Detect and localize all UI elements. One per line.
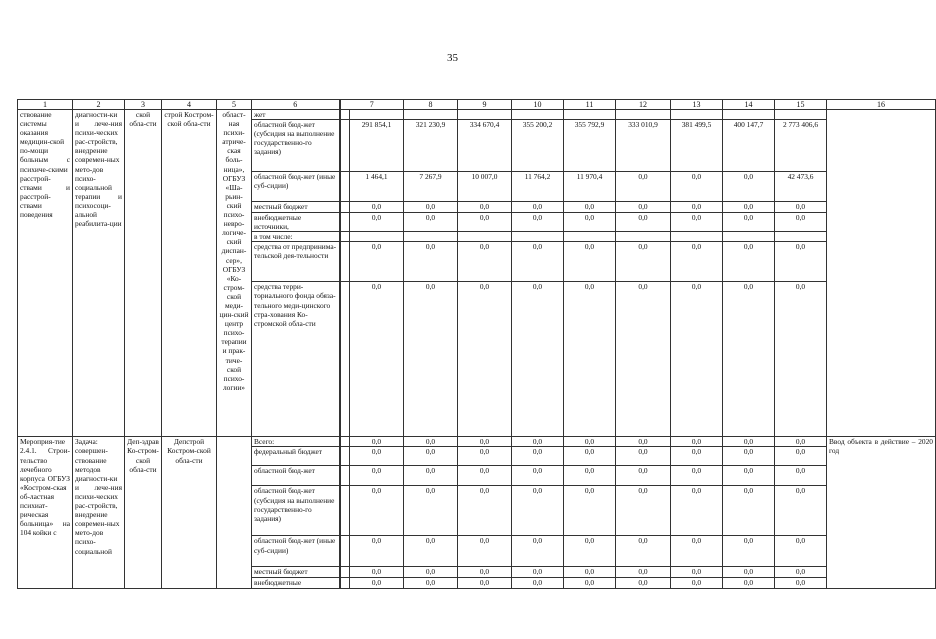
column-number-8: 8 (404, 100, 458, 110)
funding-source-label: жет (252, 110, 340, 120)
funding-value: 0,0 (404, 242, 458, 282)
funding-value: 0,0 (404, 578, 458, 589)
funding-value: 0,0 (512, 447, 564, 466)
funding-value: 0,0 (404, 536, 458, 567)
funding-value: 0,0 (775, 282, 827, 437)
funding-value: 0,0 (350, 202, 404, 213)
funding-value: 0,0 (564, 466, 616, 486)
funding-value (404, 232, 458, 242)
funding-value: 0,0 (723, 466, 775, 486)
funding-value (350, 232, 404, 242)
funding-value: 2 773 406,6 (775, 120, 827, 172)
column-number-6: 6 (252, 100, 340, 110)
funding-value: 355 200,2 (512, 120, 564, 172)
block1-row (18, 110, 936, 120)
funding-value (564, 232, 616, 242)
funding-value: 0,0 (723, 536, 775, 567)
responsible-executor-cell: Деп-здрав Ко-стром-ской обла-сти (125, 437, 162, 589)
funding-value: 0,0 (350, 447, 404, 466)
funding-value: 0,0 (458, 437, 512, 447)
funding-value: 0,0 (350, 466, 404, 486)
funding-value: 0,0 (512, 202, 564, 213)
funding-value: 291 854,1 (350, 120, 404, 172)
task-cell: диагности-ки и лече-ния психи-ческих рас-стройств, внедрение современ-ных мето-дов психо-социальной терапии и психосоци-альной реабилита-ции (73, 110, 125, 437)
funding-value (616, 232, 671, 242)
funding-value: 0,0 (775, 437, 827, 447)
funding-value: 11 970,4 (564, 172, 616, 202)
column-number-1: 1 (18, 100, 73, 110)
funding-value: 334 670,4 (458, 120, 512, 172)
funding-value: 0,0 (616, 242, 671, 282)
result-cell: Ввод объекта в действие – 2020 год (827, 437, 936, 589)
column-number-11: 11 (564, 100, 616, 110)
column-number-4: 4 (162, 100, 217, 110)
funding-value: 0,0 (564, 282, 616, 437)
funding-value: 0,0 (671, 578, 723, 589)
funding-value: 0,0 (404, 437, 458, 447)
funding-value: 0,0 (723, 213, 775, 232)
funding-value: 0,0 (671, 242, 723, 282)
funding-value: 0,0 (616, 466, 671, 486)
funding-value: 0,0 (458, 282, 512, 437)
funding-value: 0,0 (564, 447, 616, 466)
responsible-executor-cell: ской обла-сти (125, 110, 162, 437)
funding-source-label: в том числе: (252, 232, 340, 242)
funding-value (723, 232, 775, 242)
task-cell: Задача: совершен-ствование методов диагности-ки и лече-ния психи-ческих рас-стройств, внедрение современ-ных мето-дов психо-социальной (73, 437, 125, 589)
funding-value: 0,0 (350, 282, 404, 437)
funding-value: 0,0 (723, 447, 775, 466)
funding-value: 0,0 (671, 437, 723, 447)
funding-value: 0,0 (775, 202, 827, 213)
funding-value: 0,0 (775, 242, 827, 282)
funding-value: 0,0 (671, 282, 723, 437)
funding-value: 0,0 (458, 242, 512, 282)
funding-value: 400 147,7 (723, 120, 775, 172)
funding-value: 7 267,9 (404, 172, 458, 202)
funding-value: 0,0 (458, 447, 512, 466)
funding-value: 0,0 (564, 567, 616, 578)
funding-value: 333 010,9 (616, 120, 671, 172)
funding-value: 0,0 (564, 202, 616, 213)
spacer-cell (340, 110, 350, 120)
funding-value: 0,0 (458, 202, 512, 213)
funding-value (458, 232, 512, 242)
funding-value: 0,0 (616, 282, 671, 437)
column-number-5: 5 (217, 100, 252, 110)
funding-source-label: местный бюджет (252, 567, 340, 578)
spacer-cell (340, 202, 350, 213)
column-number-row (18, 100, 936, 110)
funding-value: 0,0 (350, 213, 404, 232)
funding-value: 0,0 (350, 578, 404, 589)
funding-value: 0,0 (671, 172, 723, 202)
funding-value: 0,0 (350, 536, 404, 567)
funding-source-label: областной бюд-жет (субсидия на выполнение государственно-го задания) (252, 120, 340, 172)
funding-value: 0,0 (775, 486, 827, 536)
co-executor-cell: строй Костром-ской обла-сти (162, 110, 217, 437)
column-number-10: 10 (512, 100, 564, 110)
funding-value: 0,0 (723, 486, 775, 536)
funding-value: 0,0 (616, 437, 671, 447)
spacer-cell (340, 213, 350, 232)
result-cell (827, 110, 936, 437)
spacer-cell (340, 242, 350, 282)
funding-value: 1 464,1 (350, 172, 404, 202)
spacer-cell (340, 172, 350, 202)
funding-value: 0,0 (671, 486, 723, 536)
funding-value: 0,0 (723, 282, 775, 437)
funding-value: 0,0 (671, 213, 723, 232)
funding-source-label: областной бюд-жет (иные суб-сидии) (252, 536, 340, 567)
funding-source-label: внебюджетные (252, 578, 340, 589)
funding-value: 0,0 (350, 242, 404, 282)
funding-source-label: областной бюд-жет (субсидия на выполнение государственно-го задания) (252, 486, 340, 536)
funding-source-label: федеральный бюджет (252, 447, 340, 466)
funding-source-label: Всего: (252, 437, 340, 447)
funding-value: 0,0 (458, 213, 512, 232)
funding-value (458, 110, 512, 120)
funding-value (512, 110, 564, 120)
funding-value (671, 110, 723, 120)
funding-source-label: областной бюд-жет (иные суб-сидии) (252, 172, 340, 202)
funding-value: 0,0 (616, 578, 671, 589)
spacer-cell (340, 282, 350, 437)
spacer-cell (340, 486, 350, 536)
funding-value: 0,0 (512, 242, 564, 282)
funding-value: 0,0 (723, 567, 775, 578)
funding-value: 0,0 (671, 536, 723, 567)
spacer-cell (340, 232, 350, 242)
co-executor-cell: Депстрой Костром-ской обла-сти (162, 437, 217, 589)
funding-value (564, 110, 616, 120)
column-number-12: 12 (616, 100, 671, 110)
funding-value (350, 110, 404, 120)
participants-cell: област-ная психи-атриче-ская боль-ница», ОГБУЗ «Ша-рьин-ский психо-невро-логиче-ский диспан-сер», ОГБУЗ «Ко-стром-ской меди-цин-ский центр психо-терапии и прак-тиче-ской психо-логии» (217, 110, 252, 437)
block2-row (18, 437, 936, 447)
funding-value: 0,0 (404, 567, 458, 578)
spacer-cell (340, 437, 350, 447)
funding-value: 0,0 (404, 213, 458, 232)
funding-value (512, 232, 564, 242)
funding-value (723, 110, 775, 120)
funding-value: 0,0 (564, 486, 616, 536)
funding-value: 0,0 (671, 447, 723, 466)
funding-value: 0,0 (775, 567, 827, 578)
funding-value: 0,0 (616, 536, 671, 567)
funding-value: 0,0 (564, 213, 616, 232)
funding-value: 0,0 (775, 213, 827, 232)
funding-value: 0,0 (512, 282, 564, 437)
funding-value (775, 110, 827, 120)
funding-value: 0,0 (616, 567, 671, 578)
funding-value: 0,0 (775, 447, 827, 466)
funding-value: 0,0 (404, 486, 458, 536)
funding-value: 0,0 (564, 536, 616, 567)
funding-value: 0,0 (458, 466, 512, 486)
funding-value: 0,0 (671, 567, 723, 578)
funding-value: 0,0 (671, 466, 723, 486)
funding-value: 0,0 (564, 242, 616, 282)
funding-value: 0,0 (564, 437, 616, 447)
funding-value: 0,0 (404, 202, 458, 213)
funding-value: 0,0 (458, 578, 512, 589)
funding-source-label: местный бюджет (252, 202, 340, 213)
column-number-9: 9 (458, 100, 512, 110)
funding-value: 0,0 (458, 536, 512, 567)
funding-value: 0,0 (723, 578, 775, 589)
funding-source-label: областной бюд-жет (252, 466, 340, 486)
funding-value: 10 007,0 (458, 172, 512, 202)
spacer-cell (340, 536, 350, 567)
funding-value: 0,0 (458, 567, 512, 578)
column-number-14: 14 (723, 100, 775, 110)
funding-value (616, 110, 671, 120)
funding-value: 0,0 (723, 202, 775, 213)
funding-value: 0,0 (404, 447, 458, 466)
spacer-cell (340, 466, 350, 486)
funding-value: 42 473,6 (775, 172, 827, 202)
spacer-cell (340, 578, 350, 589)
spacer-cell (340, 567, 350, 578)
funding-source-label: средства терри-ториального фонда обяза-тельного меди-цинского стра-хования Ко-стромской обла-сти (252, 282, 340, 437)
funding-value: 0,0 (671, 202, 723, 213)
spacer-cell (340, 120, 350, 172)
funding-value (404, 110, 458, 120)
funding-value: 0,0 (723, 172, 775, 202)
participants-cell (217, 437, 252, 589)
funding-source-label: средства от предпринима-тельской дея-тельности (252, 242, 340, 282)
program-funding-table (17, 99, 936, 589)
column-number-13: 13 (671, 100, 723, 110)
funding-value: 0,0 (616, 202, 671, 213)
funding-value: 0,0 (775, 466, 827, 486)
funding-value: 0,0 (616, 213, 671, 232)
funding-value: 0,0 (404, 466, 458, 486)
funding-value: 0,0 (512, 536, 564, 567)
funding-value: 355 792,9 (564, 120, 616, 172)
funding-value: 0,0 (350, 567, 404, 578)
funding-value: 0,0 (512, 213, 564, 232)
funding-value: 0,0 (723, 242, 775, 282)
funding-source-label: внебюджетные источники, (252, 213, 340, 232)
funding-value: 0,0 (775, 578, 827, 589)
column-number-7: 7 (340, 100, 404, 110)
column-number-15: 15 (775, 100, 827, 110)
funding-value: 0,0 (616, 172, 671, 202)
funding-value: 0,0 (350, 437, 404, 447)
funding-value: 0,0 (775, 536, 827, 567)
column-number-16: 16 (827, 100, 936, 110)
funding-value: 0,0 (512, 437, 564, 447)
spacer-cell (340, 447, 350, 466)
funding-value: 381 499,5 (671, 120, 723, 172)
funding-value: 321 230,9 (404, 120, 458, 172)
funding-value (775, 232, 827, 242)
funding-value: 0,0 (616, 486, 671, 536)
funding-value: 0,0 (723, 437, 775, 447)
column-number-3: 3 (125, 100, 162, 110)
page-number: 35 (447, 52, 458, 64)
funding-value: 0,0 (404, 282, 458, 437)
funding-value: 0,0 (512, 466, 564, 486)
funding-value (671, 232, 723, 242)
activity-cell: Мероприя-тие 2.4.1. Строи-тельство лечебного корпуса ОГБУЗ «Костром-ская об-ластная психиат-рическая больница» на 104 койки с (18, 437, 73, 589)
funding-value: 0,0 (564, 578, 616, 589)
funding-value: 0,0 (512, 578, 564, 589)
funding-value: 0,0 (350, 486, 404, 536)
funding-value: 0,0 (458, 486, 512, 536)
funding-value: 0,0 (512, 486, 564, 536)
funding-value: 11 764,2 (512, 172, 564, 202)
activity-cell: ствование системы оказания медицин-ской по-мощи больным с психиче-скими расстрой-ствами и расстрой-ствами поведения (18, 110, 73, 437)
funding-value: 0,0 (616, 447, 671, 466)
funding-value: 0,0 (512, 567, 564, 578)
column-number-2: 2 (73, 100, 125, 110)
